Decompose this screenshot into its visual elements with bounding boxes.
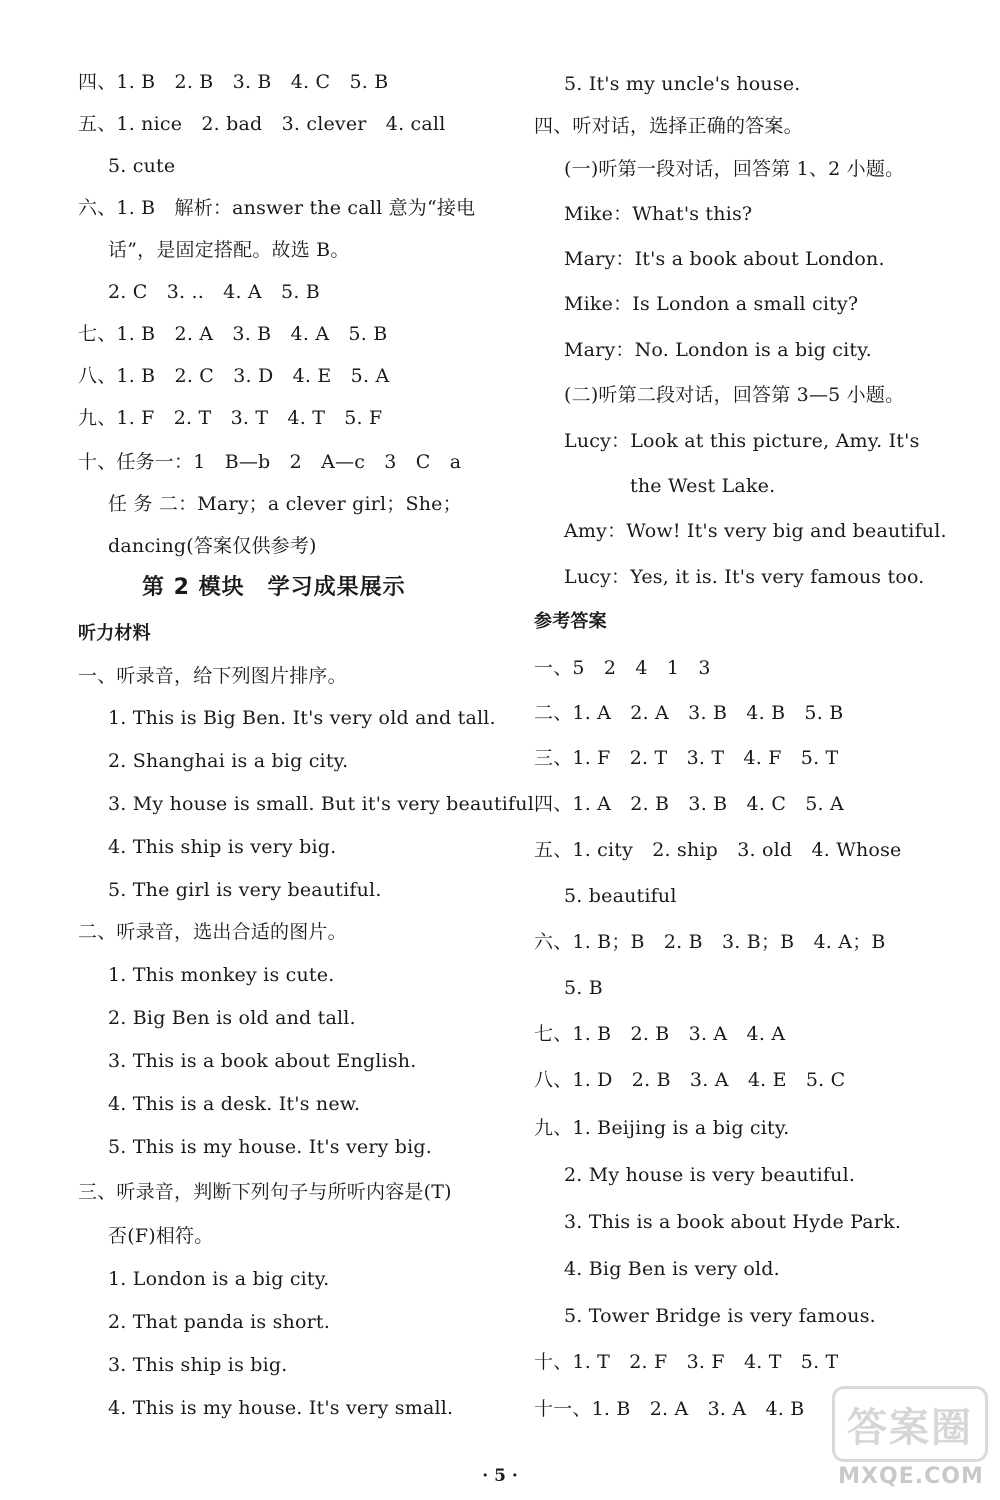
dialogue-line: Mike：What's this? xyxy=(564,203,753,225)
answer-line: 十、1. T 2. F 3. F 4. T 5. T xyxy=(534,1351,839,1373)
listening-line: 1. This is Big Ben. It's very old and tall. xyxy=(108,707,496,729)
answer-line: 五、1. nice 2. bad 3. clever 4. call xyxy=(78,113,446,135)
answer-line: 四、1. B 2. B 3. B 4. C 5. B xyxy=(78,71,389,93)
module-heading: 第 2 模块 学习成果展示 xyxy=(142,575,406,600)
question-heading: 二、听录音，选出合适的图片。 xyxy=(78,921,347,943)
page-number: · 5 · xyxy=(482,1466,518,1486)
question-heading-cont: 否(F)相符。 xyxy=(108,1225,214,1247)
section-label: 听力材料 xyxy=(78,623,151,644)
answer-line: 3. This is a book about Hyde Park. xyxy=(564,1211,902,1233)
listening-line: 2. Shanghai is a big city. xyxy=(108,750,349,772)
watermark-logo: 答案圈 xyxy=(832,1386,988,1462)
dialogue-heading: (二)听第二段对话，回答第 3—5 小题。 xyxy=(564,384,905,406)
answer-line: 四、1. A 2. B 3. B 4. C 5. A xyxy=(534,793,844,815)
answer-line: 2. My house is very beautiful. xyxy=(564,1164,856,1186)
listening-line: 5. It's my uncle's house. xyxy=(564,73,801,95)
listening-line: 4. This ship is very big. xyxy=(108,836,337,858)
answer-line: 八、1. B 2. C 3. D 4. E 5. A xyxy=(78,365,390,387)
dialogue-line-cont: the West Lake. xyxy=(630,475,776,497)
listening-line: 2. That panda is short. xyxy=(108,1311,330,1333)
answer-line: 三、1. F 2. T 3. T 4. F 5. T xyxy=(534,747,839,769)
answer-line: 六、1. B 解析：answer the call 意为“接电 xyxy=(78,197,476,219)
answer-line: 九、1. Beijing is a big city. xyxy=(534,1117,790,1139)
answer-line: 十一、1. B 2. A 3. A 4. B xyxy=(534,1398,805,1420)
dialogue-line: Mary：It's a book about London. xyxy=(564,248,885,270)
answer-line: 八、1. D 2. B 3. A 4. E 5. C xyxy=(534,1069,846,1091)
watermark-url: MXQE.COM xyxy=(838,1464,984,1489)
question-heading: 四、听对话，选择正确的答案。 xyxy=(534,115,803,137)
answer-line: 话”，是固定搭配。故选 B。 xyxy=(108,239,350,261)
answer-line: 一、5 2 4 1 3 xyxy=(534,657,711,679)
listening-line: 5. This is my house. It's very big. xyxy=(108,1136,433,1158)
dialogue-heading: (一)听第一段对话，回答第 1、2 小题。 xyxy=(564,158,905,180)
dialogue-line: Mary：No. London is a big city. xyxy=(564,339,872,361)
watermark xyxy=(828,1386,994,1496)
answer-line: 九、1. F 2. T 3. T 4. T 5. F xyxy=(78,407,383,429)
listening-line: 1. London is a big city. xyxy=(108,1268,330,1290)
answer-line: 2. C 3. .. 4. A 5. B xyxy=(108,281,320,303)
answer-line: 七、1. B 2. A 3. B 4. A 5. B xyxy=(78,323,388,345)
answer-line: 二、1. A 2. A 3. B 4. B 5. B xyxy=(534,702,844,724)
answer-line: 5. cute xyxy=(108,155,176,177)
dialogue-line: Lucy：Yes, it is. It's very famous too. xyxy=(564,566,925,588)
listening-line: 4. This is my house. It's very small. xyxy=(108,1397,454,1419)
dialogue-line: Amy：Wow! It's very big and beautiful. xyxy=(564,520,947,542)
listening-line: 3. This is a book about English. xyxy=(108,1050,417,1072)
answer-line: 4. Big Ben is very old. xyxy=(564,1258,780,1280)
question-heading: 一、听录音，给下列图片排序。 xyxy=(78,665,347,687)
answer-line: 5. B xyxy=(564,977,603,999)
listening-line: 1. This monkey is cute. xyxy=(108,964,335,986)
answer-line: 七、1. B 2. B 3. A 4. A xyxy=(534,1023,786,1045)
listening-line: 4. This is a desk. It's new. xyxy=(108,1093,361,1115)
answer-line: 十、任务一：1 B—b 2 A—c 3 C a xyxy=(78,451,462,473)
listening-line: 3. This ship is big. xyxy=(108,1354,288,1376)
section-label: 参考答案 xyxy=(534,611,607,632)
answer-line: 任 务 二：Mary；a clever girl；She； xyxy=(108,493,462,515)
answer-line: 六、1. B；B 2. B 3. B；B 4. A；B xyxy=(534,931,886,953)
listening-line: 5. The girl is very beautiful. xyxy=(108,879,382,901)
listening-line: 3. My house is small. But it's very beautiful. xyxy=(108,793,541,815)
answer-line: 5. beautiful xyxy=(564,885,677,907)
listening-line: 2. Big Ben is old and tall. xyxy=(108,1007,356,1029)
answer-line: 5. Tower Bridge is very famous. xyxy=(564,1305,876,1327)
answer-line: dancing(答案仅供参考) xyxy=(108,535,317,557)
dialogue-line: Mike：Is London a small city? xyxy=(564,293,859,315)
answer-line: 五、1. city 2. ship 3. old 4. Whose xyxy=(534,839,902,861)
question-heading: 三、听录音，判断下列句子与所听内容是(T) xyxy=(78,1181,452,1203)
dialogue-line: Lucy：Look at this picture, Amy. It's xyxy=(564,430,920,452)
